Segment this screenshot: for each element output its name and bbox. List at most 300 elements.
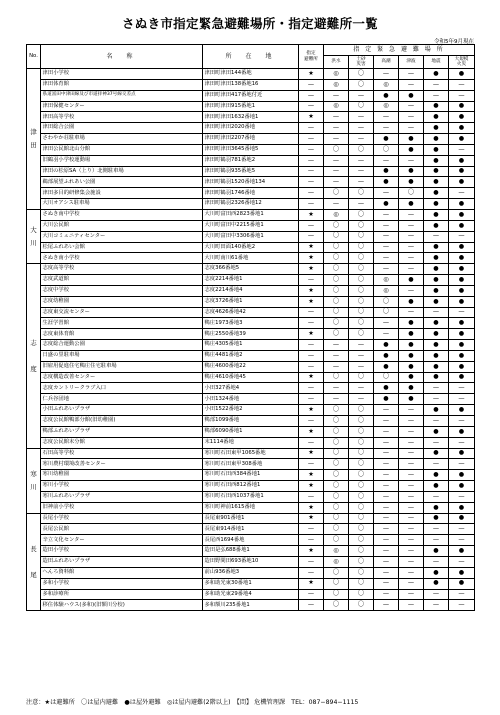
table-row [27,556,475,567]
large-fire-mark: — [449,556,475,567]
storm-surge-mark: — [374,123,399,134]
flood-mark: — [324,361,349,372]
landslide-mark: 〇 [349,307,374,318]
earthquake-mark: ● [424,188,449,199]
table-row [27,231,475,242]
large-fire-mark: ● [449,242,475,253]
earthquake-mark: ● [424,144,449,155]
designated-shelter-mark: ★ [299,296,324,307]
table-row [27,437,475,448]
earthquake-mark: ● [424,275,449,286]
tsunami-mark: — [399,437,424,448]
earthquake-mark: ● [424,502,449,513]
large-fire-mark: — [449,90,475,101]
earthquake-mark: ● [424,177,449,188]
facility-address: 津田町津田144番地 [203,69,299,80]
tsunami-mark: ● [399,90,424,101]
tsunami-mark: — [399,307,424,318]
facility-name: 県道富田中津田線及び市道拝神37号線交差点 [41,90,203,101]
storm-surge-mark: — [374,155,399,166]
landslide-mark: 〇 [349,416,374,427]
facility-name: 津田総合公園 [41,123,203,134]
landslide-mark: 〇 [349,481,374,492]
storm-surge-mark: ◎ [374,285,399,296]
designated-shelter-mark: — [299,166,324,177]
landslide-mark: — [349,112,374,123]
tsunami-mark: — [399,285,424,296]
earthquake-mark: ● [424,513,449,524]
facility-address: 寒川町神前1615番地 [203,502,299,513]
flood-mark: 〇 [324,513,349,524]
large-fire-mark: — [449,600,475,611]
landslide-mark: 〇 [349,600,374,611]
earthquake-mark: ● [424,448,449,459]
landslide-mark: 〇 [349,264,374,275]
designated-shelter-mark: ★ [299,470,324,481]
storm-surge-mark: — [374,242,399,253]
facility-name: 津田小学校 [41,69,203,80]
storm-surge-mark: — [374,209,399,220]
designated-shelter-mark: — [299,188,324,199]
designated-shelter-mark: — [299,144,324,155]
large-fire-mark: ● [449,513,475,524]
table-row [27,296,475,307]
flood-mark: 〇 [324,188,349,199]
large-fire-mark: ● [449,220,475,231]
storm-surge-mark: — [374,426,399,437]
table-row [27,405,475,416]
earthquake-mark: ● [424,253,449,264]
facility-address: 津田町鶴羽935番地5 [203,166,299,177]
facility-address: 鴨庄4481番地2 [203,350,299,361]
tsunami-mark: — [399,589,424,600]
designated-shelter-mark: ★ [299,372,324,383]
facility-name: 鵜部展望ふれあい公園 [41,177,203,188]
table-row [27,242,475,253]
landslide-mark: 〇 [349,470,374,481]
large-fire-mark: — [449,459,475,470]
flood-mark: ◎ [324,101,349,112]
facility-name: 造田小学校 [41,546,203,557]
facility-name: 旧鶴羽小学校運動場 [41,155,203,166]
landslide-mark: 〇 [349,144,374,155]
landslide-mark: 〇 [349,318,374,329]
tsunami-mark: — [399,556,424,567]
large-fire-mark: ● [449,155,475,166]
designated-shelter-mark: — [299,340,324,351]
storm-surge-mark: — [374,524,399,535]
earthquake-mark: — [424,383,449,394]
facility-address: 多和額川235番地1 [203,600,299,611]
facility-name: 津田の松原SA（上り）北側駐車場 [41,166,203,177]
landslide-mark: 〇 [349,188,374,199]
facility-name: 松尾ふれあい会館 [41,242,203,253]
earthquake-mark: ● [424,350,449,361]
storm-surge-mark: — [374,459,399,470]
large-fire-mark: ● [449,123,475,134]
facility-address: 長尾東914番地1 [203,524,299,535]
designated-shelter-mark: — [299,134,324,145]
flood-mark: 〇 [324,264,349,275]
flood-mark: — [324,394,349,405]
facility-address: 寒川町石田西1037番地1 [203,491,299,502]
storm-surge-mark: — [374,567,399,578]
designated-shelter-mark: ★ [299,513,324,524]
facility-name: 津田公民館北山分館 [41,144,203,155]
landslide-mark: — [349,350,374,361]
landslide-mark: 〇 [349,535,374,546]
facility-name: 仁兵谷団地 [41,394,203,405]
designated-shelter-mark: — [299,394,324,405]
storm-surge-mark: — [374,69,399,80]
designated-shelter-mark: — [299,491,324,502]
facility-name: 志度幼稚園 [41,296,203,307]
facility-address: 鴨庄4600番地22 [203,361,299,372]
designated-shelter-mark: — [299,383,324,394]
storm-surge-mark: — [374,437,399,448]
landslide-mark: — [349,155,374,166]
facility-address: 津田町鶴羽781番地2 [203,155,299,166]
earthquake-mark: ● [424,285,449,296]
storm-surge-mark: — [374,253,399,264]
storm-surge-mark: — [374,589,399,600]
landslide-mark: 〇 [349,69,374,80]
facility-address: 前山936番地3 [203,567,299,578]
earthquake-mark: — [424,231,449,242]
facility-address: 鴨庄2550番地39 [203,329,299,340]
facility-name: 志度公民館鴨部分館(旧幼稚園) [41,416,203,427]
tsunami-mark: — [399,448,424,459]
flood-mark: 〇 [324,307,349,318]
area-label: 志 度 [27,264,41,448]
designated-shelter-mark: ★ [299,546,324,557]
storm-surge-mark: — [374,546,399,557]
flood-mark: 〇 [324,275,349,286]
facility-name: 長尾公民館 [41,524,203,535]
tsunami-mark: — [399,416,424,427]
facility-address: 津田町津田1632番地1 [203,112,299,123]
tsunami-mark: ● [399,350,424,361]
designated-shelter-mark: — [299,155,324,166]
facility-name: 津田高等学校 [41,112,203,123]
facility-name: 辛立文化センター [41,535,203,546]
earthquake-mark: ● [424,361,449,372]
designated-shelter-mark: — [299,231,324,242]
flood-mark: 〇 [324,318,349,329]
landslide-mark: 〇 [349,546,374,557]
earthquake-mark: ● [424,426,449,437]
large-fire-mark: — [449,231,475,242]
tsunami-mark: — [399,220,424,231]
tsunami-mark: ● [399,318,424,329]
facility-name: 志度カントリークラブ入口 [41,383,203,394]
earthquake-mark: ● [424,69,449,80]
table-row [27,340,475,351]
large-fire-mark: ● [449,361,475,372]
tsunami-mark: — [399,535,424,546]
landslide-mark: — [349,361,374,372]
designated-shelter-mark: — [299,123,324,134]
earthquake-mark: ● [424,123,449,134]
table-row [27,372,475,383]
facility-name: さぬき南中学校 [41,209,203,220]
designated-shelter-mark: ★ [299,264,324,275]
facility-address: 志度366番地5 [203,264,299,275]
large-fire-mark: — [449,416,475,427]
landslide-mark: — [349,394,374,405]
facility-address: 津田町津田3645番地5 [203,144,299,155]
designated-shelter-mark: — [299,199,324,210]
designated-shelter-mark: ★ [299,578,324,589]
earthquake-mark: ● [424,220,449,231]
facility-name: 寒川幼稚園 [41,470,203,481]
tsunami-mark: — [399,69,424,80]
table-row [27,209,475,220]
flood-mark: — [324,155,349,166]
facility-address: 大川町富田西2823番地1 [203,209,299,220]
designated-shelter-mark: — [299,220,324,231]
flood-mark: 〇 [324,589,349,600]
facility-name: 大川オアシス駐車場 [41,199,203,210]
table-row [27,188,475,199]
facility-address: 大川町富田中2215番地1 [203,220,299,231]
tsunami-mark: — [399,264,424,275]
flood-mark: 〇 [324,220,349,231]
table-row [27,416,475,427]
flood-mark: 〇 [324,296,349,307]
large-fire-mark: ● [449,546,475,557]
table-row [27,275,475,286]
facility-address: 鴨部6090番地1 [203,426,299,437]
tsunami-mark: — [399,405,424,416]
tsunami-mark: ● [399,275,424,286]
facility-address: 津田町津田915番地1 [203,101,299,112]
landslide-mark: 〇 [349,589,374,600]
facility-address: 大川町南川61番地 [203,253,299,264]
large-fire-mark: — [449,144,475,155]
flood-mark: 〇 [324,535,349,546]
storm-surge-mark: 〇 [374,296,399,307]
earthquake-mark: ● [424,199,449,210]
flood-mark: 〇 [324,285,349,296]
facility-name: 鴨部ふれあいプラザ [41,426,203,437]
large-fire-mark: — [449,307,475,318]
facility-address: 鴨庄1973番地3 [203,318,299,329]
storm-surge-mark: — [374,556,399,567]
landslide-mark: — [349,134,374,145]
facility-address: 鴨庄4305番地1 [203,340,299,351]
facility-address: 津田町鶴羽2326番地12 [203,199,299,210]
designated-shelter-mark: — [299,101,324,112]
landslide-mark: 〇 [349,448,374,459]
storm-surge-mark: — [374,220,399,231]
designated-shelter-mark: — [299,350,324,361]
facility-address: 大川町富田中3306番地1 [203,231,299,242]
landslide-mark: 〇 [349,209,374,220]
as-of-date: 令和5年9月現在 [434,39,474,45]
storm-surge-mark: ◎ [374,79,399,90]
table-row [27,513,475,524]
designated-shelter-mark: — [299,524,324,535]
tsunami-mark: — [399,546,424,557]
table-row [27,502,475,513]
flood-mark: 〇 [324,231,349,242]
storm-surge-mark: ● [374,134,399,145]
large-fire-mark: ● [449,426,475,437]
landslide-mark: 〇 [349,578,374,589]
large-fire-mark: — [449,383,475,394]
facility-address: 末1114番地 [203,437,299,448]
tsunami-mark: — [399,459,424,470]
landslide-mark: — [349,123,374,134]
flood-mark: 〇 [324,372,349,383]
storm-surge-mark: — [374,513,399,524]
designated-shelter-mark: ★ [299,481,324,492]
tsunami-mark: — [399,578,424,589]
large-fire-mark: ● [449,264,475,275]
landslide-mark: 〇 [349,242,374,253]
flood-mark: 〇 [324,578,349,589]
storm-surge-mark: — [374,578,399,589]
earthquake-mark: — [424,556,449,567]
flood-mark: ◎ [324,79,349,90]
area-label: 津 田 [27,69,41,210]
facility-name: 旧神前小学校 [41,502,203,513]
large-fire-mark: ● [449,209,475,220]
facility-address: 鴨庄4610番地45 [203,372,299,383]
earthquake-mark: — [424,535,449,546]
landslide-mark: — [349,340,374,351]
facility-name: 石田高等学校 [41,448,203,459]
storm-surge-mark: ◎ [374,101,399,112]
earthquake-mark: ● [424,578,449,589]
large-fire-mark: ● [449,340,475,351]
earthquake-mark: ● [424,242,449,253]
storm-surge-mark: — [374,318,399,329]
header-address: 所 在 地 [203,45,299,69]
facility-name: 志度東体育館 [41,329,203,340]
storm-surge-mark: — [374,329,399,340]
facility-name: 小田ふれあいプラザ [41,405,203,416]
large-fire-mark: ● [449,112,475,123]
facility-address: 多和助光東30番地1 [203,578,299,589]
designated-shelter-mark: — [299,567,324,578]
earthquake-mark: ● [424,405,449,416]
tsunami-mark: — [399,112,424,123]
large-fire-mark: — [449,491,475,502]
table-row [27,426,475,437]
tsunami-mark: — [399,253,424,264]
tsunami-mark: — [399,231,424,242]
large-fire-mark: — [449,589,475,600]
facility-address: 長尾西1694番地 [203,535,299,546]
flood-mark: 〇 [324,567,349,578]
large-fire-mark: ● [449,329,475,340]
flood-mark: — [324,112,349,123]
large-fire-mark: — [449,535,475,546]
designated-shelter-mark: — [299,556,324,567]
flood-mark: ◎ [324,546,349,557]
facility-address: 寒川町石田西812番地1 [203,481,299,492]
designated-shelter-mark: — [299,90,324,101]
flood-mark: 〇 [324,502,349,513]
header-designated-shelter: 指定 避難所 [299,45,324,69]
designated-shelter-mark: — [299,275,324,286]
earthquake-mark: ● [424,318,449,329]
flood-mark: 〇 [324,144,349,155]
table-row [27,329,475,340]
facility-name: 志度総合運動公園 [41,340,203,351]
large-fire-mark: ● [449,166,475,177]
designated-shelter-mark: ★ [299,69,324,80]
facility-name: 多和診療所 [41,589,203,600]
designated-shelter-mark: ★ [299,426,324,437]
earthquake-mark: — [424,600,449,611]
header-storm-surge: 高潮 [374,56,399,69]
table-row [27,101,475,112]
facility-address: 寒川町石田東甲308番地 [203,459,299,470]
large-fire-mark: ● [449,285,475,296]
storm-surge-mark: — [374,481,399,492]
storm-surge-mark: ● [374,361,399,372]
landslide-mark: — [349,166,374,177]
large-fire-mark: ● [449,69,475,80]
designated-shelter-mark: — [299,318,324,329]
facility-name: 志度武道館 [41,275,203,286]
tsunami-mark: ● [399,394,424,405]
header-no: No. [27,45,41,69]
tsunami-mark: — [399,242,424,253]
storm-surge-mark: ● [374,383,399,394]
facility-address: 津田町津田417番地付近 [203,90,299,101]
table-row [27,459,475,470]
flood-mark: 〇 [324,481,349,492]
facility-name: 大川コミュニティセンター [41,231,203,242]
table-row [27,524,475,535]
table-row [27,383,475,394]
earthquake-mark: ● [424,329,449,340]
table-row [27,350,475,361]
earthquake-mark: ● [424,481,449,492]
header-name: 名 称 [41,45,203,69]
table-row [27,318,475,329]
landslide-mark: 〇 [349,220,374,231]
facility-name: 寒川小学校 [41,481,203,492]
table-row [27,448,475,459]
tsunami-mark: ● [399,166,424,177]
storm-surge-mark: — [374,188,399,199]
landslide-mark: 〇 [349,437,374,448]
facility-address: 津田町津田2207番地 [203,134,299,145]
flood-mark: 〇 [324,524,349,535]
tsunami-mark: ● [399,199,424,210]
tsunami-mark: — [399,123,424,134]
facility-name: さぬき南小学校 [41,253,203,264]
earthquake-mark: — [424,90,449,101]
tsunami-mark: ● [399,144,424,155]
facility-name: 造田ふれあいプラザ [41,556,203,567]
page-title: さぬき市指定緊急避難場所・指定避難所一覧 [121,16,378,31]
storm-surge-mark: ● [374,166,399,177]
table-row [27,112,475,123]
designated-shelter-mark: — [299,589,324,600]
landslide-mark: 〇 [349,491,374,502]
table-row [27,285,475,296]
earthquake-mark: ● [424,155,449,166]
tsunami-mark: — [399,502,424,513]
flood-mark: 〇 [324,600,349,611]
earthquake-mark: — [424,416,449,427]
